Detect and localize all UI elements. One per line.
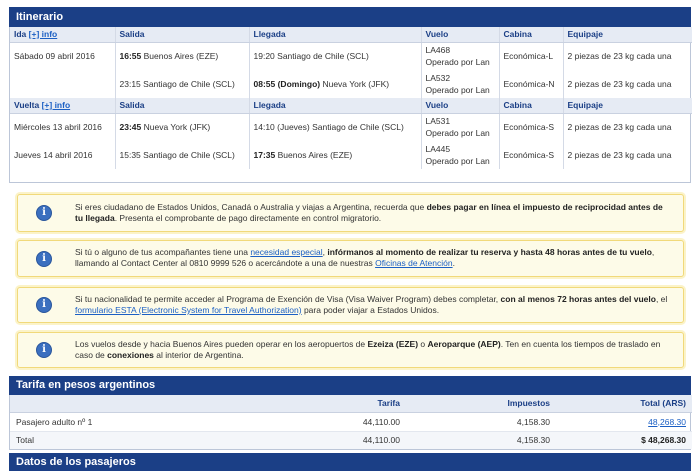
special-needs-notice [17,240,684,277]
fare-impuestos-value: 4,158.30 [406,412,556,431]
passenger-data-header: Datos de los pasajeros [9,453,691,471]
visa-waiver-notice [17,287,684,323]
segment-departure: 15:35 Santiago de Chile (SCL) [115,141,249,169]
notice-text: Si tú o alguno de tus acompañantes tiene una necesidad especial, infórmanos al momento de realizar tu reserva y hasta 48 horas antes de tu vuelo, llamando al Contact Center al 0810 9999 526 o acercándote a una de nuestras Oficinas de Atención. [75,247,655,268]
col-cabina: Cabina [499,27,563,42]
segment-cabin: Económica-S [499,141,563,169]
info-icon: i [36,297,52,313]
fare-col-total: Total (ARS) [556,395,692,412]
segment-date [10,70,115,98]
col-cabina: Cabina [499,98,563,113]
info-icon: i [36,251,52,267]
notice-text: Los vuelos desde y hacia Buenos Aires pueden operar en los aeropuertos de Ezeiza (EZE) o Aeroparque (AEP). Ten en cuenta los tiempos de traslado en caso de conexiones al interior de Argentina. [75,339,661,360]
notice-text: Si eres ciudadano de Estados Unidos, Canadá o Australia y viajas a Argentina, recuerda que debes pagar en línea el impuesto de reciprocidad antes de tu llegada. Presenta el comprobante de pago directamente en control migratorio. [75,202,663,223]
fare-row-passenger [10,412,692,431]
info-icon: i [36,342,52,358]
segment-baggage: 2 piezas de 23 kg cada una [563,113,692,141]
segment-cabin: Económica-N [499,70,563,98]
info-icon: i [36,205,52,221]
vuelta-segment-1 [10,113,692,141]
fare-tarifa-value: 44,110.00 [240,431,406,449]
service-offices-link[interactable]: Oficinas de Atención [375,258,453,268]
special-need-link[interactable]: necesidad especial [250,247,323,257]
fare-grand-total: $ 48,268.30 [556,431,692,449]
segment-date: Sábado 09 abril 2016 [14,51,95,62]
fare-impuestos-value: 4,158.30 [406,431,556,449]
segment-arrival: 14:10 (Jueves) Santiago de Chile (SCL) [249,113,421,141]
reciprocity-notice [17,194,684,232]
col-vuelo: Vuelo [421,98,499,113]
fare-col-impuestos: Impuestos [406,395,556,412]
fare-header: Tarifa en pesos argentinos [9,376,691,395]
segment-flight: LA468 Operado por Lan [421,42,499,70]
fare-row-total [10,431,692,449]
esta-form-link[interactable]: formulario ESTA (Electronic System for Travel Authorization) [75,305,302,315]
ida-header-row [10,27,692,42]
segment-flight: LA532 Operado por Lan [421,70,499,98]
notice-text: Si tu nacionalidad te permite acceder al Programa de Exención de Visa (Visa Waiver Program) debes completar, con al menos 72 horas antes del vuelo, el formulario ESTA (Electronic System for Travel Authorization) para poder viajar a Estados Unidos. [75,294,668,315]
itinerary-table [9,27,691,183]
fare-table [9,395,691,450]
col-salida: Salida [115,27,249,42]
airports-notice [17,332,684,368]
col-salida: Salida [115,98,249,113]
segment-flight: LA531 Operado por Lan [421,113,499,141]
fare-total-link[interactable]: 48,268.30 [648,416,686,427]
segment-cabin: Económica-S [499,113,563,141]
segment-baggage: 2 piezas de 23 kg cada una [563,42,692,70]
vuelta-segment-2 [10,141,692,169]
fare-tarifa-value: 44,110.00 [240,412,406,431]
segment-departure: 23:45 Nueva York (JFK) [115,113,249,141]
vuelta-label-cell [10,98,115,113]
col-vuelo: Vuelo [421,27,499,42]
vuelta-header-row [10,98,692,113]
segment-flight: LA445 Operado por Lan [421,141,499,169]
segment-arrival: 19:20 Santiago de Chile (SCL) [249,42,421,70]
segment-baggage: 2 piezas de 23 kg cada una [563,141,692,169]
fare-row-label: Pasajero adulto nº 1 [10,412,240,431]
fare-header-row [10,395,692,412]
segment-date: Miércoles 13 abril 2016 [14,122,102,133]
fare-col-label [10,395,240,412]
col-equipaje: Equipaje [563,98,692,113]
ida-segment-1 [10,42,692,70]
segment-cabin: Económica-L [499,42,563,70]
ida-label-cell [10,27,115,42]
fare-total-cell [556,412,692,431]
col-equipaje: Equipaje [563,27,692,42]
segment-departure: 23:15 Santiago de Chile (SCL) [115,70,249,98]
col-llegada: Llegada [249,98,421,113]
itinerary-header: Itinerario [9,7,691,27]
segment-date: Jueves 14 abril 2016 [14,150,93,160]
col-llegada: Llegada [249,27,421,42]
segment-baggage: 2 piezas de 23 kg cada una [563,70,692,98]
vuelta-label: Vuelta [14,100,40,111]
vuelta-info-link[interactable]: [+] info [41,100,71,111]
ida-info-link[interactable]: [+] info [28,29,58,40]
segment-arrival: 17:35 Buenos Aires (EZE) [249,141,421,169]
ida-label: Ida [14,29,27,40]
segment-arrival: 08:55 (Domingo) Nueva York (JFK) [249,70,421,98]
fare-row-label: Total [10,431,240,449]
segment-departure: 16:55 Buenos Aires (EZE) [115,42,249,70]
fare-col-tarifa: Tarifa [240,395,406,412]
ida-segment-2 [10,70,692,98]
